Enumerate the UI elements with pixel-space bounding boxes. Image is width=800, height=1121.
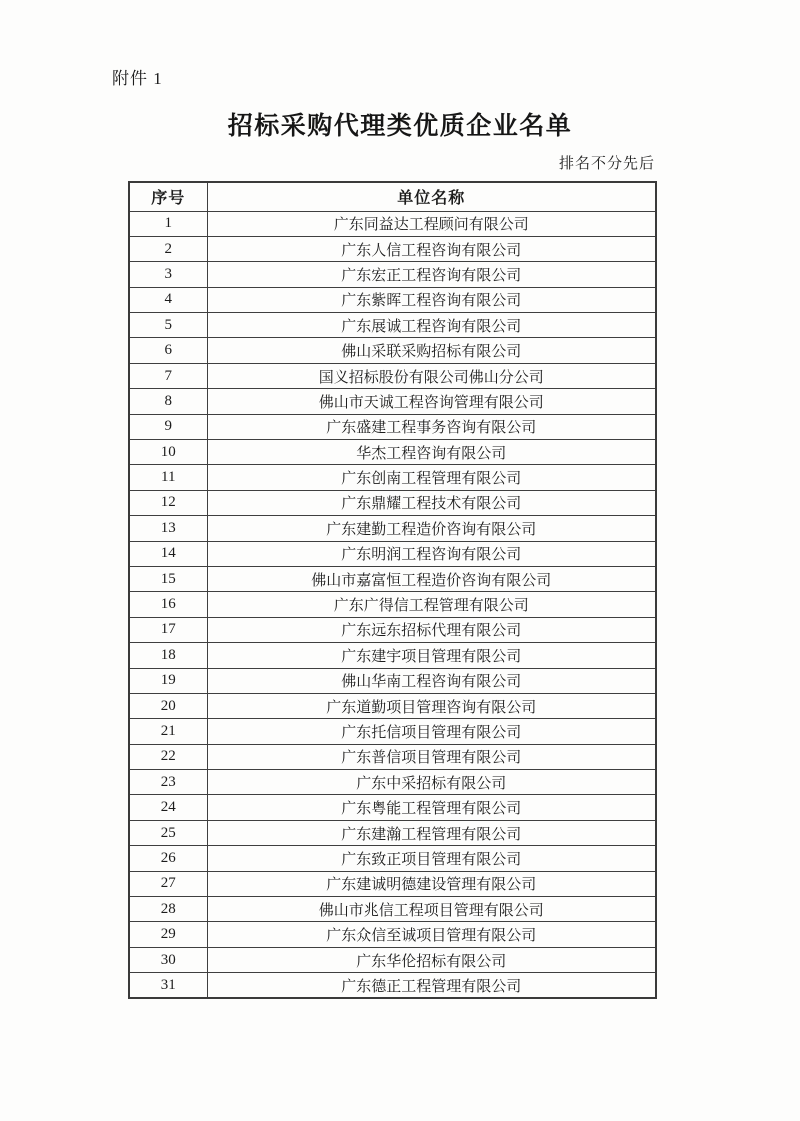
table-row xyxy=(129,617,656,642)
row-index-cell: 3 xyxy=(129,262,207,287)
row-index-cell: 11 xyxy=(129,465,207,490)
row-index-cell: 4 xyxy=(129,287,207,312)
row-index-cell: 10 xyxy=(129,440,207,465)
table-row xyxy=(129,922,656,947)
company-name-cell: 佛山华南工程咨询有限公司 xyxy=(207,668,656,693)
row-index-cell: 15 xyxy=(129,566,207,591)
table-row xyxy=(129,236,656,261)
company-name-cell: 佛山采联采购招标有限公司 xyxy=(207,338,656,363)
row-index-cell: 29 xyxy=(129,922,207,947)
company-name-cell: 广东托信项目管理有限公司 xyxy=(207,719,656,744)
row-index-cell: 13 xyxy=(129,516,207,541)
row-index-cell: 18 xyxy=(129,643,207,668)
table-row xyxy=(129,947,656,972)
table-row xyxy=(129,414,656,439)
company-name-cell: 国义招标股份有限公司佛山分公司 xyxy=(207,363,656,388)
table-row xyxy=(129,592,656,617)
row-index-cell: 22 xyxy=(129,744,207,769)
table-row xyxy=(129,516,656,541)
table-row xyxy=(129,566,656,591)
table-row xyxy=(129,744,656,769)
company-name-cell: 佛山市嘉富恒工程造价咨询有限公司 xyxy=(207,566,656,591)
row-index-cell: 21 xyxy=(129,719,207,744)
company-name-cell: 广东人信工程咨询有限公司 xyxy=(207,236,656,261)
row-index-cell: 24 xyxy=(129,795,207,820)
row-index-cell: 1 xyxy=(129,211,207,236)
row-index-cell: 28 xyxy=(129,897,207,922)
table-row xyxy=(129,643,656,668)
table-row xyxy=(129,363,656,388)
row-index-cell: 23 xyxy=(129,770,207,795)
company-name-cell: 广东建勤工程造价咨询有限公司 xyxy=(207,516,656,541)
row-index-cell: 12 xyxy=(129,490,207,515)
row-index-cell: 31 xyxy=(129,973,207,998)
company-name-cell: 广东广得信工程管理有限公司 xyxy=(207,592,656,617)
row-index-cell: 19 xyxy=(129,668,207,693)
row-index-cell: 14 xyxy=(129,541,207,566)
table-row xyxy=(129,211,656,236)
company-name-cell: 广东中采招标有限公司 xyxy=(207,770,656,795)
row-index-cell: 30 xyxy=(129,947,207,972)
company-name-cell: 佛山市兆信工程项目管理有限公司 xyxy=(207,897,656,922)
company-name-cell: 广东华伦招标有限公司 xyxy=(207,947,656,972)
ranking-note: 排名不分先后 xyxy=(558,156,655,172)
company-name-cell: 广东建诚明德建设管理有限公司 xyxy=(207,871,656,896)
company-name-cell: 华杰工程咨询有限公司 xyxy=(207,440,656,465)
table-row xyxy=(129,719,656,744)
company-table-body xyxy=(129,211,656,998)
row-index-cell: 16 xyxy=(129,592,207,617)
row-index-cell: 5 xyxy=(129,313,207,338)
table-row xyxy=(129,846,656,871)
table-row xyxy=(129,287,656,312)
table-row xyxy=(129,389,656,414)
table-row xyxy=(129,820,656,845)
table-row xyxy=(129,465,656,490)
row-index-cell: 26 xyxy=(129,846,207,871)
row-index-cell: 20 xyxy=(129,693,207,718)
table-row xyxy=(129,338,656,363)
row-index-cell: 8 xyxy=(129,389,207,414)
row-index-cell: 7 xyxy=(129,363,207,388)
row-index-cell: 6 xyxy=(129,338,207,363)
company-name-cell: 佛山市天诚工程咨询管理有限公司 xyxy=(207,389,656,414)
row-index-cell: 9 xyxy=(129,414,207,439)
table-row xyxy=(129,668,656,693)
company-name-cell: 广东紫晖工程咨询有限公司 xyxy=(207,287,656,312)
company-name-cell: 广东建瀚工程管理有限公司 xyxy=(207,820,656,845)
table-row xyxy=(129,770,656,795)
table-row xyxy=(129,795,656,820)
company-name-cell: 广东德正工程管理有限公司 xyxy=(207,973,656,998)
table-row xyxy=(129,440,656,465)
table-row xyxy=(129,871,656,896)
table-row xyxy=(129,897,656,922)
company-name-cell: 广东致正项目管理有限公司 xyxy=(207,846,656,871)
table-row xyxy=(129,313,656,338)
company-name-cell: 广东盛建工程事务咨询有限公司 xyxy=(207,414,656,439)
company-name-cell: 广东建宇项目管理有限公司 xyxy=(207,643,656,668)
table-row xyxy=(129,490,656,515)
company-name-cell: 广东展诚工程咨询有限公司 xyxy=(207,313,656,338)
company-name-cell: 广东普信项目管理有限公司 xyxy=(207,744,656,769)
company-name-cell: 广东远东招标代理有限公司 xyxy=(207,617,656,642)
table-header-row xyxy=(129,182,656,211)
company-name-cell: 广东宏正工程咨询有限公司 xyxy=(207,262,656,287)
row-index-cell: 2 xyxy=(129,236,207,261)
company-name-cell: 广东创南工程管理有限公司 xyxy=(207,465,656,490)
attachment-label: 附件 1 xyxy=(112,69,163,88)
col-header-index: 序号 xyxy=(129,182,207,211)
table-row xyxy=(129,541,656,566)
table-row xyxy=(129,973,656,998)
company-table xyxy=(128,181,657,999)
row-index-cell: 27 xyxy=(129,871,207,896)
company-name-cell: 广东鼎耀工程技术有限公司 xyxy=(207,490,656,515)
company-name-cell: 广东众信至诚项目管理有限公司 xyxy=(207,922,656,947)
company-name-cell: 广东同益达工程顾问有限公司 xyxy=(207,211,656,236)
row-index-cell: 25 xyxy=(129,820,207,845)
col-header-name: 单位名称 xyxy=(207,182,656,211)
company-name-cell: 广东道勤项目管理咨询有限公司 xyxy=(207,693,656,718)
row-index-cell: 17 xyxy=(129,617,207,642)
table-row xyxy=(129,693,656,718)
company-name-cell: 广东明润工程咨询有限公司 xyxy=(207,541,656,566)
page-title: 招标采购代理类优质企业名单 xyxy=(227,112,573,140)
table-row xyxy=(129,262,656,287)
company-name-cell: 广东粤能工程管理有限公司 xyxy=(207,795,656,820)
